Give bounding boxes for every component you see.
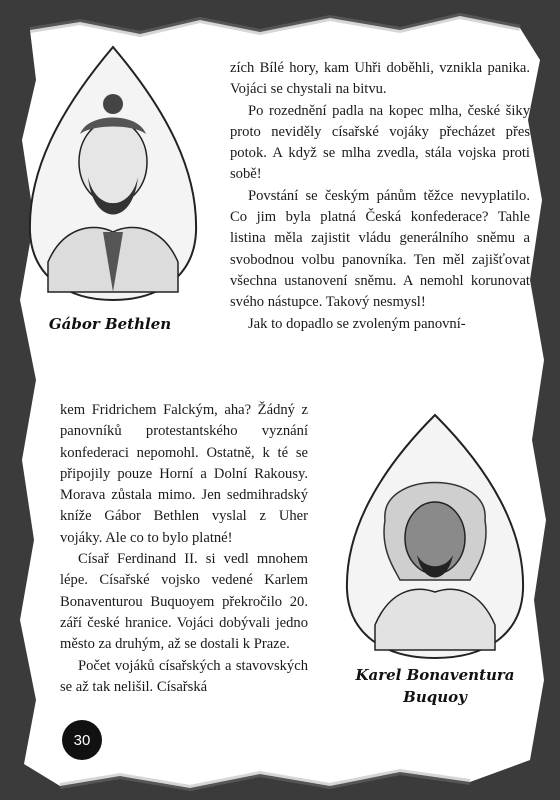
paragraph: Po rozednění padla na kopec mlha, české šiky proto neviděly císařské vojáky přecházet přes potok. A když se mlha zvedla, stála vojska proti sobě! xyxy=(230,102,530,183)
paragraph: Císař Ferdinand II. si vedl mnohem lépe. Císařské vojsko vedené Karlem Bonaventurou Buquoyem překročilo 20. září české hranice. Vojáci dobývali jedno město za druhým, až se dostali k Praze. xyxy=(60,551,308,653)
text-column-top xyxy=(230,58,530,335)
paragraph: Povstání se českým pánům těžce nevyplatilo. Co jim byla platná Česká konfederace? Tahle listina měla zajistit vládu generálního sněmu a svobodnou volbu panovníka. Ten měl zajišťovat všechna ustanovení sněmu. A nemohl korunovat svého nástupce. Takový nesmysl! xyxy=(230,187,530,311)
caption-gabor-bethlen: Gábor Bethlen xyxy=(48,315,172,333)
paragraph: zích Bílé hory, kam Uhři doběhli, vznikla panika. Vojáci se chystali na bitvu. xyxy=(230,60,530,98)
caption-line: Karel Bonaventura xyxy=(355,666,515,684)
paragraph: Jak to dopadlo se zvoleným panovní- xyxy=(248,315,466,332)
portrait-karel-bonaventura-buquoy xyxy=(335,410,535,660)
portrait-gabor-bethlen xyxy=(18,42,208,302)
caption-line: Buquoy xyxy=(403,688,467,706)
paragraph: kem Fridrichem Falckým, aha? Žádný z panovníků protestantského vyznání konfederaci nepomohl. Ostatně, k té se připojily pouze Horní a Dolní Rakousy. Morava zůstala mimo. Jen sedmihradský kníže Gábor Bethlen vyslal z Uher vojáky. Ale co to bylo platné! xyxy=(60,402,308,546)
text-column-bottom xyxy=(60,400,308,698)
paragraph: Počet vojáků císařských a stavovských se až tak nelišil. Císařská xyxy=(60,657,308,695)
page-number: 30 xyxy=(62,720,102,760)
caption-karel-bonaventura-buquoy xyxy=(330,664,540,708)
